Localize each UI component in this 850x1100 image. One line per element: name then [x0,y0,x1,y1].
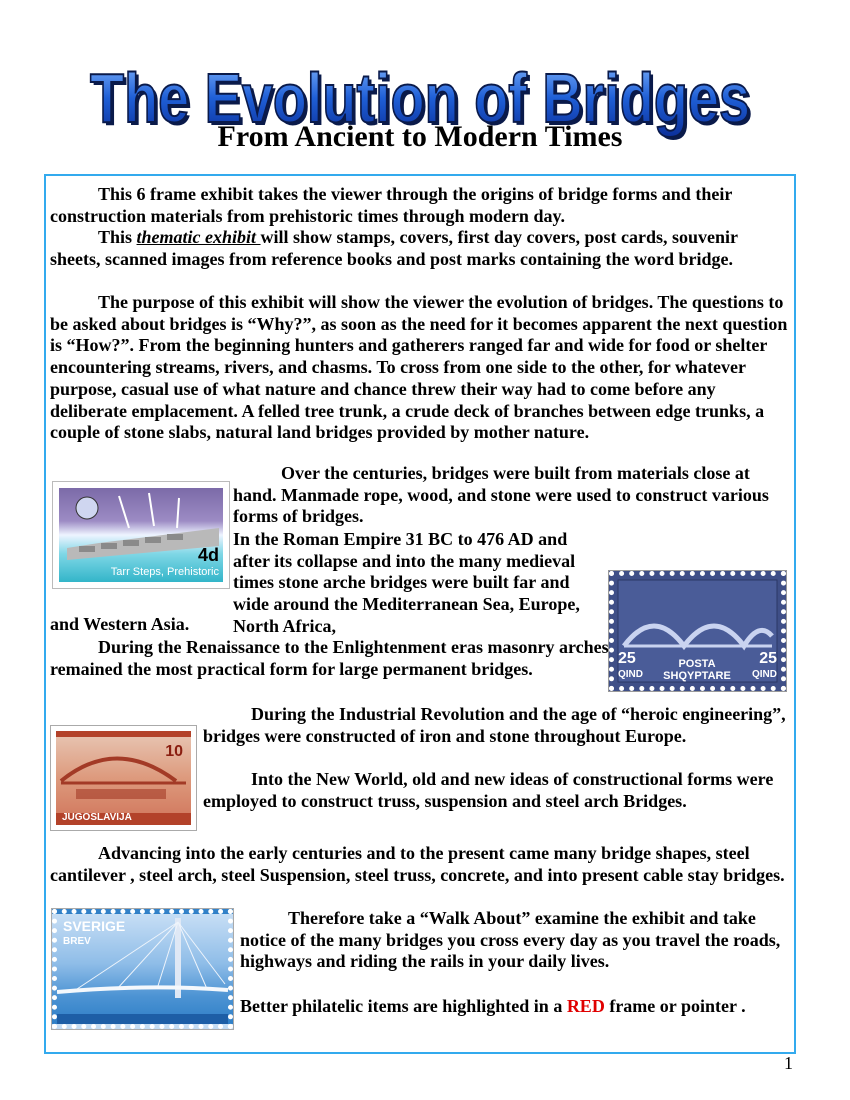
red-word: RED [566,996,605,1016]
stamp-value-left: 25 [618,650,636,667]
thematic-exhibit-link[interactable]: thematic exhibit [136,227,261,247]
paragraph-roman-end: and Western Asia. [50,614,190,634]
stamp-caption: Tarr Steps, Prehistoric [110,566,219,578]
stamp-country: SHQYPTARE [663,670,731,682]
page-title: The Evolution of Bridges [90,60,750,137]
paragraph-renaissance: During the Renaissance to the Enlightenment eras masonry arches remained the most practical form for large permanent bridges. [50,637,609,679]
stamp-yugoslavia [51,726,196,830]
paragraph-intro: This 6 frame exhibit takes the viewer through the origins of bridge forms and their construction materials from prehistoric times through modern day. [50,184,732,226]
stamp-denomination-yu: 10 [165,743,183,760]
stamp-sub-se: BREV [63,936,91,947]
title-shadow: The Evolution of Bridges [93,62,753,140]
paragraph-highlight-note: Better philatelic items are highlighted in a RED frame or pointer . [240,996,746,1016]
paragraph-materials: Over the centuries, bridges were built from materials close at hand. Manmade rope, wood, and stone were used to construct various forms of bridges. [233,463,769,527]
stamp-country-yu: JUGOSLAVIJA [62,812,132,823]
paragraph-new-world: Into the New World, old and new ideas of constructional forms were employed to construct truss, suspension and steel arch Bridges. [203,769,774,811]
stamp-unit-left: QIND [618,669,643,680]
stamp-value-right: 25 [759,650,777,667]
stamp-sweden [52,909,233,1029]
paragraph-roman: In the Roman Empire 31 BC to 476 AD and after its collapse and into the many medieval times stone arche bridges were built far and wide around the Mediterranean Sea, Europe, North Africa, [233,529,580,636]
stamp-posta: POSTA [678,658,716,670]
stamp-unit-right: QIND [752,669,777,680]
paragraph-purpose: The purpose of this exhibit will show the viewer the evolution of bridges. The questions to be asked about bridges is “Why?”, as soon as the need for it becomes apparent the next question is “How?”. From the beginning hunters and gatherers ranged far and wide for food or shelter encountering streams, rivers, and chasms. To cross from one side to the other, for whatever purpose, casual use of what nature and chance threw their way had to come before any deliberate emplacement. A felled tree trunk, a crude deck of branches between edge trunks, a couple of stone slabs, natural land bridges provided by mother nature. [50,292,788,443]
paragraph-walk-about: Therefore take a “Walk About” examine the exhibit and take notice of the many bridges you cross every day as you travel the roads, highways and riding the rails in your daily lives. [240,908,781,972]
paragraph-modern: Advancing into the early centuries and to the present came many bridge shapes, steel cantilever , steel arch, steel Suspension, steel truss, concrete, and into present cable stay bridges. [50,843,785,885]
paragraph-thematic: This thematic exhibit will show stamps, covers, first day covers, post cards, souvenir sheets, scanned images from reference books and post marks containing the word bridge. [50,227,738,269]
stamp-tarr-steps [53,482,229,588]
stamp-albania [609,571,786,691]
page-subtitle: From Ancient to Modern Times [217,120,623,153]
stamp-denomination: 4d [197,545,219,565]
paragraph-industrial: During the Industrial Revolution and the age of “heroic engineering”, bridges were constructed of iron and stone throughout Europe. [203,704,786,746]
queen-head-icon [76,497,98,519]
stamp-country-se: SVERIGE [63,918,126,934]
page-number: 1 [784,1053,793,1073]
